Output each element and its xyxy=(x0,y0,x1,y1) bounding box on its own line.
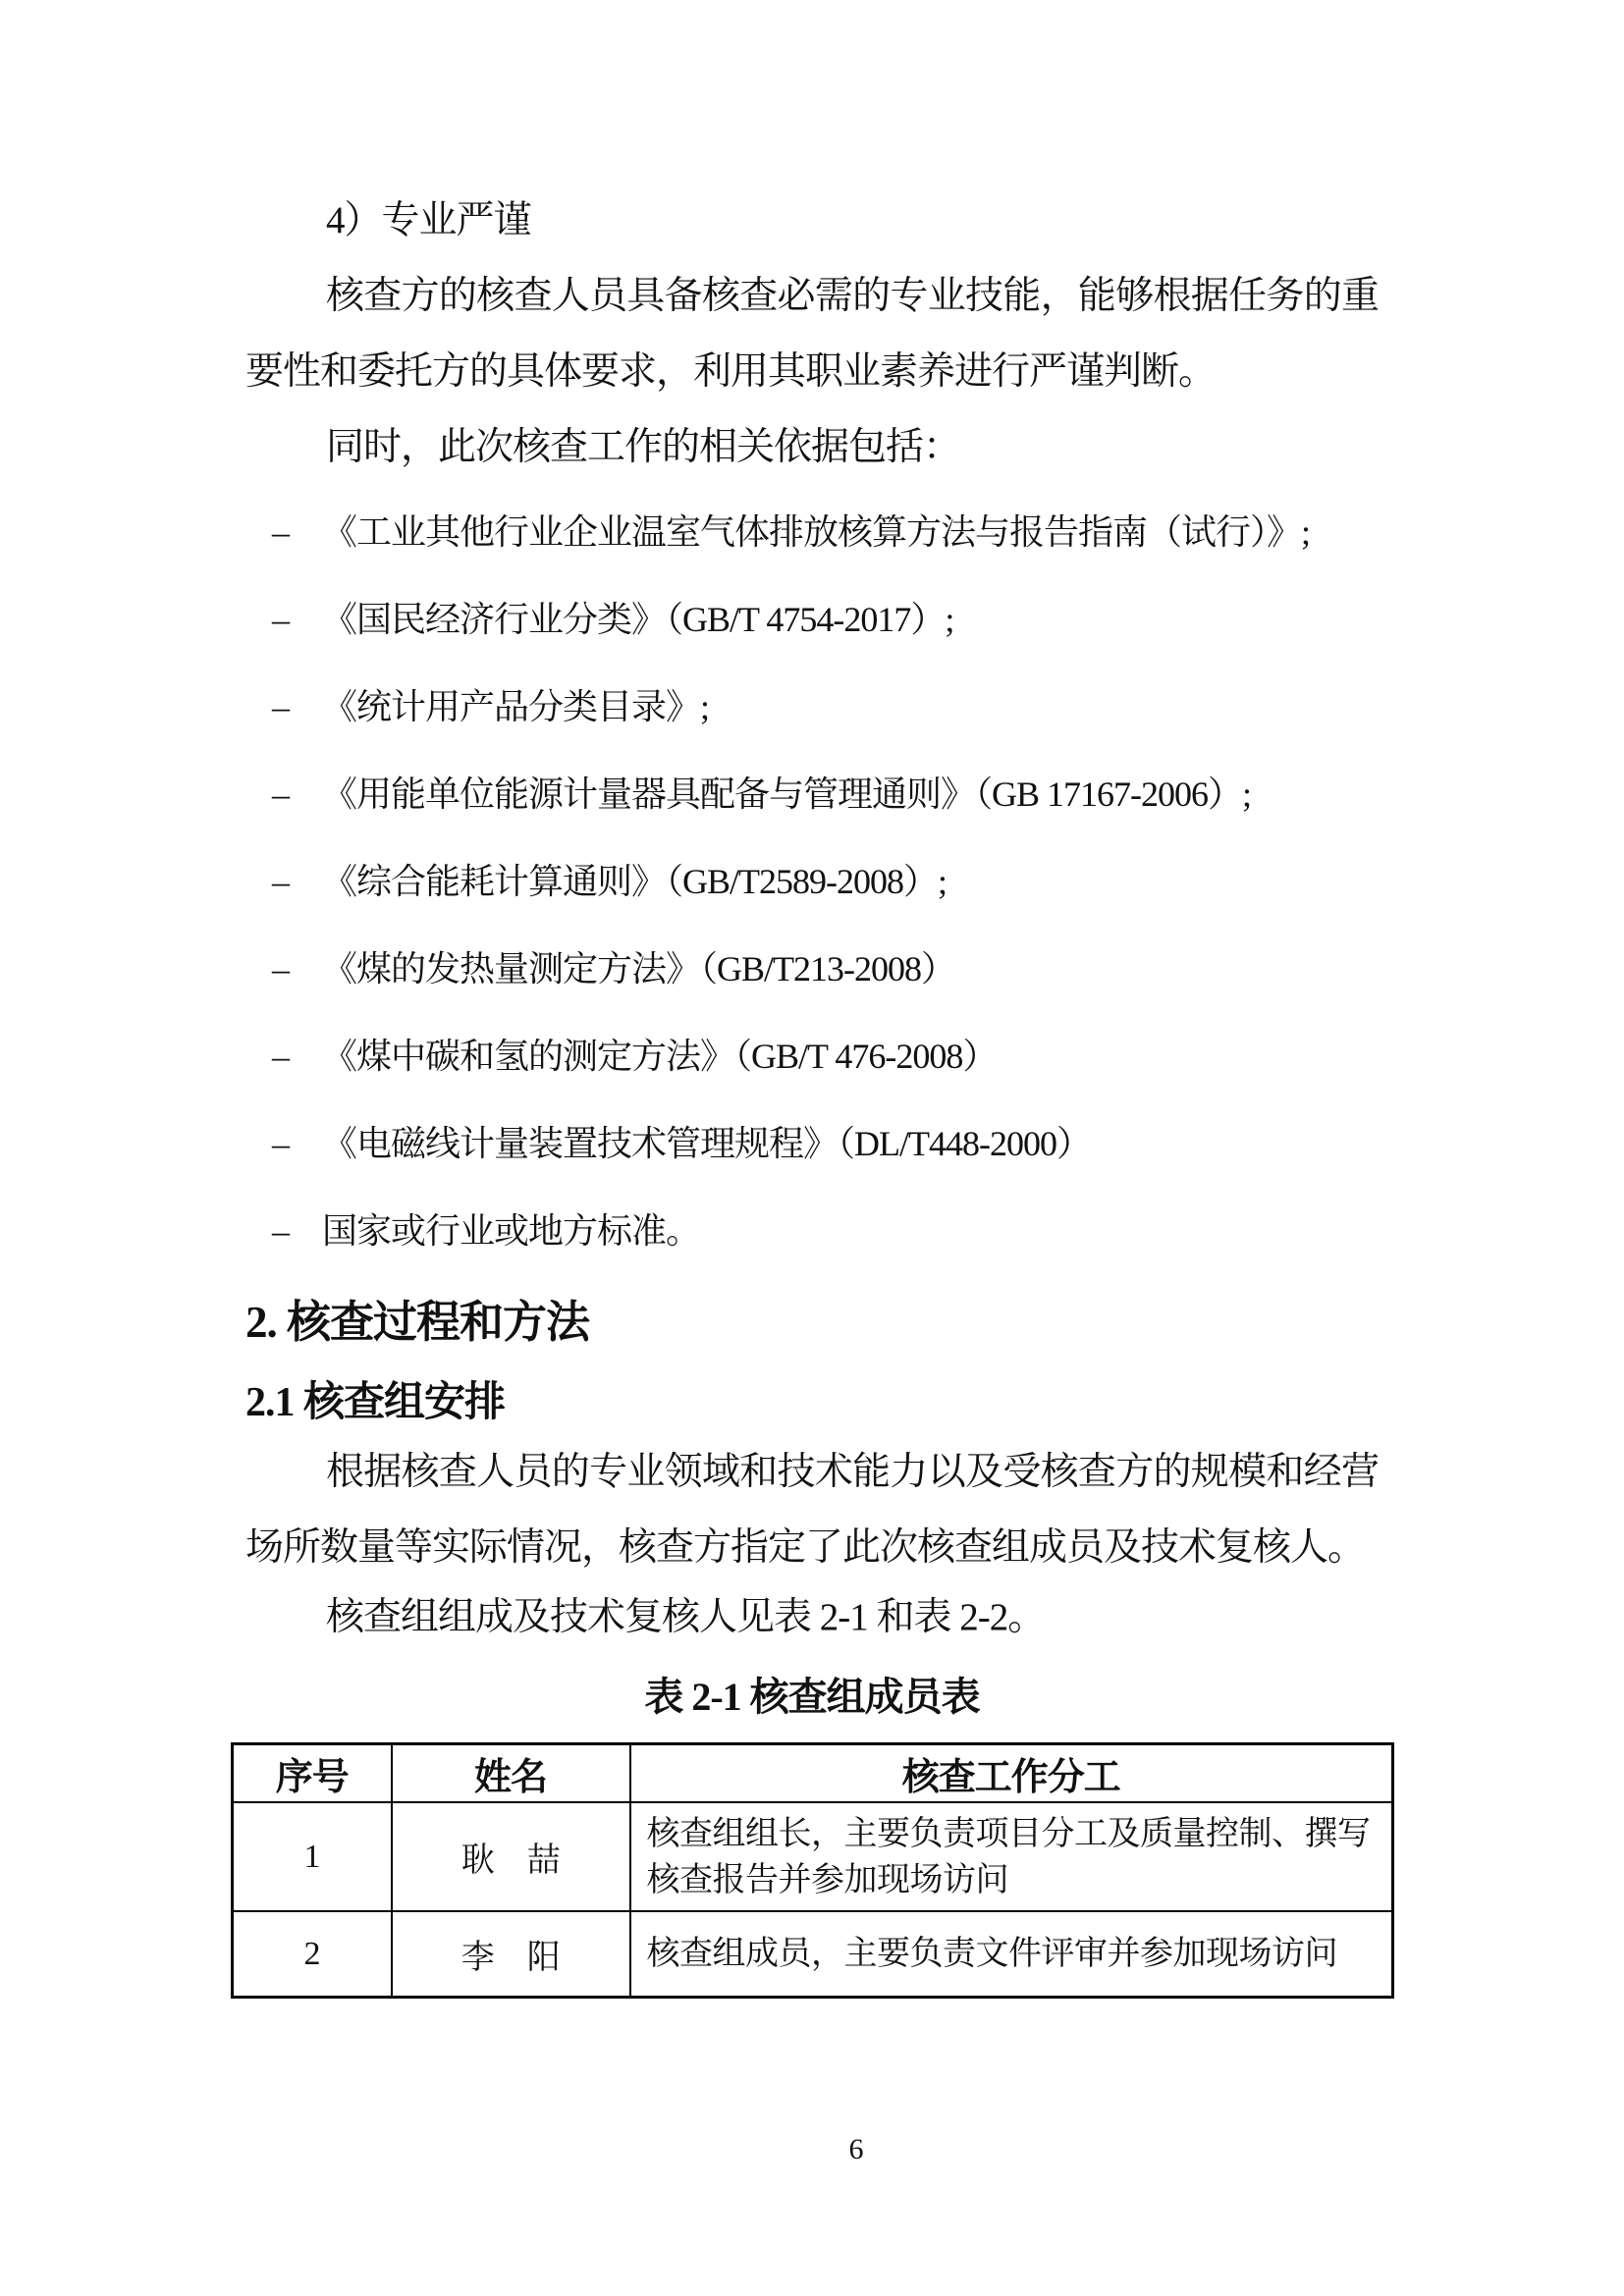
list-item xyxy=(245,1194,1379,1269)
reference-text: 《煤的发热量测定方法》（GB/T213-2008） xyxy=(322,949,955,988)
dash-marker: – xyxy=(272,949,289,988)
dash-marker: – xyxy=(272,1037,289,1076)
page-number: 6 xyxy=(848,2133,864,2165)
table-row xyxy=(233,1911,1393,1998)
table-header-row xyxy=(233,1744,1393,1803)
list-item xyxy=(245,757,1379,832)
reference-text: 《工业其他行业企业温室气体排放核算方法与报告指南（试行）》; xyxy=(322,512,1311,552)
dash-marker: – xyxy=(272,1124,289,1163)
list-item xyxy=(245,1019,1379,1095)
dash-marker: – xyxy=(272,687,289,726)
reference-text: 《统计用产品分类目录》; xyxy=(322,687,710,726)
reference-text: 《电磁线计量装置技术管理规程》（DL/T448-2000） xyxy=(322,1124,1091,1163)
cell-no: 1 xyxy=(233,1802,392,1911)
reference-list xyxy=(245,495,1379,1269)
table-row xyxy=(233,1802,1393,1911)
list-item xyxy=(245,495,1379,570)
column-header-no: 序号 xyxy=(233,1744,392,1803)
cell-duty: 核查组成员，主要负责文件评审并参加现场访问 xyxy=(630,1911,1393,1998)
cell-name: 耿 喆 xyxy=(392,1802,630,1911)
dash-marker: – xyxy=(272,774,289,814)
column-header-duty: 核查工作分工 xyxy=(630,1744,1393,1803)
reference-text: 《综合能耗计算通则》（GB/T2589-2008）; xyxy=(322,862,947,901)
list-item xyxy=(245,932,1379,1007)
reference-text: 《国民经济行业分类》（GB/T 4754-2017）; xyxy=(322,600,954,639)
reference-text: 《用能单位能源计量器具配备与管理通则》（GB 17167-2006）; xyxy=(322,774,1252,814)
paragraph-basis-intro: 同时，此次核查工作的相关依据包括： xyxy=(326,426,961,468)
reference-text: 《煤中碳和氢的测定方法》（GB/T 476-2008） xyxy=(322,1037,998,1076)
subheading-4-professional-rigor: 4）专业严谨 xyxy=(326,199,531,241)
verification-team-table xyxy=(231,1742,1394,1999)
paragraph-see-tables: 核查组组成及技术复核人见表 2-1 和表 2-2。 xyxy=(326,1596,1046,1638)
section-2-heading: 2. 核查过程和方法 xyxy=(245,1298,590,1347)
dash-marker: – xyxy=(272,512,289,552)
column-header-name: 姓名 xyxy=(392,1744,630,1803)
paragraph-team-arrangement: 根据核查人员的专业领域和技术能力以及受核查方的规模和经营场所数量等实际情况，核查方指定了此次核查组成员及技术复核人。 xyxy=(245,1451,1379,1569)
dash-marker: – xyxy=(272,1211,289,1251)
list-item xyxy=(245,1106,1379,1182)
dash-marker: – xyxy=(272,862,289,901)
dash-marker: – xyxy=(272,600,289,639)
page-content xyxy=(245,0,1379,1999)
reference-text: 国家或行业或地方标准。 xyxy=(322,1211,701,1251)
cell-duty: 核查组组长，主要负责项目分工及质量控制、撰写核查报告并参加现场访问 xyxy=(630,1802,1393,1911)
cell-name: 李 阳 xyxy=(392,1911,630,1998)
list-item xyxy=(245,582,1379,658)
list-item xyxy=(245,669,1379,745)
cell-no: 2 xyxy=(233,1911,392,1998)
table-2-1-caption: 表 2-1 核查组成员表 xyxy=(644,1675,980,1719)
paragraph-professional-skill: 核查方的核查人员具备核查必需的专业技能，能够根据任务的重要性和委托方的具体要求，利用其职业素养进行严谨判断。 xyxy=(245,275,1379,393)
section-2-1-heading: 2.1 核查组安排 xyxy=(245,1380,506,1425)
list-item xyxy=(245,844,1379,920)
